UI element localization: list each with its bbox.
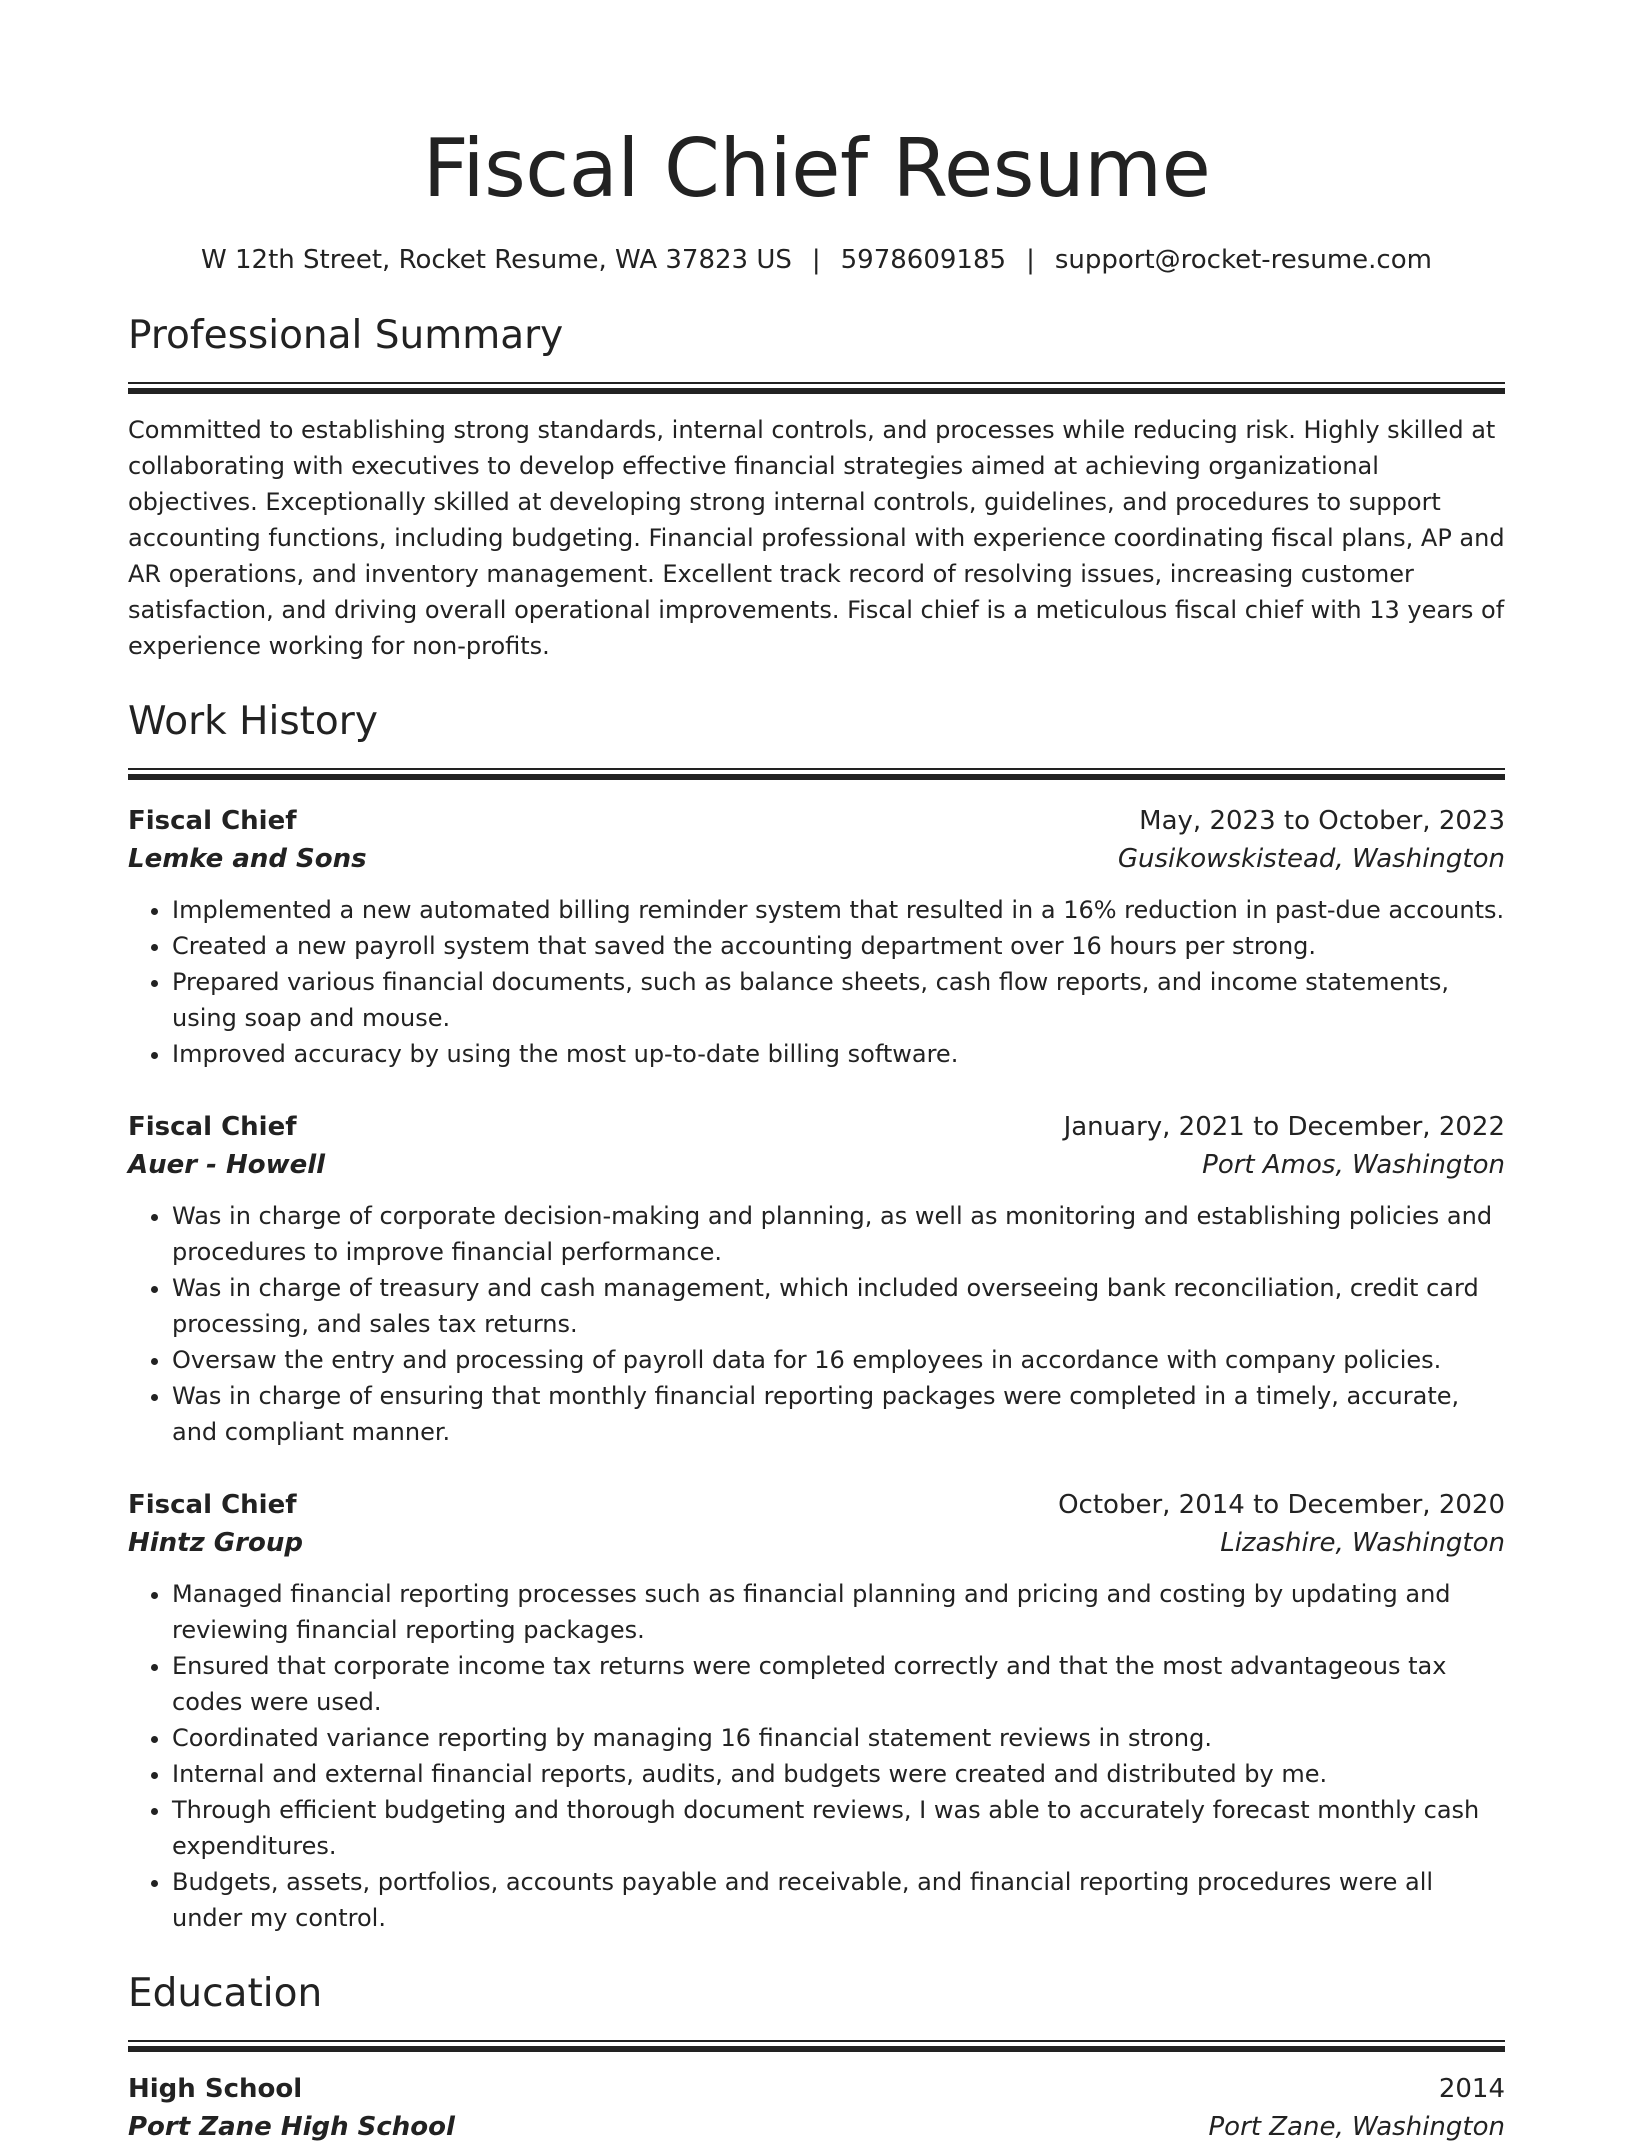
education-degree: High School [128, 2074, 303, 2104]
job-bullet: • Through efficient budgeting and thorough document reviews, I was able to accurately forecast monthly cash expenditures. [172, 1792, 1505, 1864]
contact-separator: | [811, 245, 821, 275]
job-company: Hintz Group [128, 1528, 303, 1558]
education-entry [128, 2070, 1505, 2146]
job-title: Fiscal Chief [128, 1490, 297, 1520]
job-dates: October, 2014 to December, 2020 [1058, 1490, 1505, 1520]
job-entry [128, 1108, 1505, 1450]
summary-text: Committed to establishing strong standards, internal controls, and processes while reducing risk. Highly skilled at collaborating with executives to develop effective financial strategies aimed at achieving organizational objectives. Exceptionally skilled at developing strong internal controls, guidelines, and procedures to support accounting functions, including budgeting. Financial professional with experience coordinating fiscal plans, AP and AR operations, and inventory management. Excellent track record of resolving issues, increasing customer satisfaction, and driving overall operational improvements. Fiscal chief is a meticulous fiscal chief with 13 years of experience working for non-profits. [128, 416, 1505, 660]
contact-phone: 5978609185 [840, 245, 1007, 275]
job-title: Fiscal Chief [128, 1112, 297, 1142]
job-header-row [128, 1108, 1505, 1146]
job-bullet: • Prepared various financial documents, such as balance sheets, cash flow reports, and income statements, using soap and mouse. [172, 964, 1505, 1036]
job-entry [128, 1486, 1505, 1936]
contact-line [128, 242, 1505, 278]
job-location: Port Amos, Washington [1202, 1150, 1505, 1180]
education-school: Port Zane High School [128, 2112, 455, 2142]
job-bullet: • Budgets, assets, portfolios, accounts payable and receivable, and financial reporting procedures were all under my control. [172, 1864, 1505, 1936]
job-bullet-list [128, 1198, 1505, 1450]
job-bullet: • Was in charge of corporate decision-making and planning, as well as monitoring and establishing policies and procedures to improve financial performance. [172, 1198, 1505, 1270]
job-bullet: • Created a new payroll system that saved the accounting department over 16 hours per strong. [172, 928, 1505, 964]
job-bullet: • Managed financial reporting processes such as financial planning and pricing and costing by updating and reviewing financial reporting packages. [172, 1576, 1505, 1648]
job-bullet: • Internal and external financial reports, audits, and budgets were created and distributed by me. [172, 1756, 1505, 1792]
section-divider [128, 768, 1505, 780]
job-bullet: • Was in charge of treasury and cash management, which included overseeing bank reconciliation, credit card processing, and sales tax returns. [172, 1270, 1505, 1342]
job-entry [128, 802, 1505, 1072]
job-dates: May, 2023 to October, 2023 [1139, 806, 1505, 836]
section-divider [128, 2040, 1505, 2052]
contact-address: W 12th Street, Rocket Resume, WA 37823 US [201, 245, 792, 275]
job-dates: January, 2021 to December, 2022 [1063, 1112, 1505, 1142]
job-company-row [128, 840, 1505, 878]
job-bullet: • Was in charge of ensuring that monthly financial reporting packages were completed in a timely, accurate, and compliant manner. [172, 1378, 1505, 1450]
job-bullet: • Implemented a new automated billing reminder system that resulted in a 16% reduction in past-due accounts. [172, 892, 1505, 928]
education-year: 2014 [1438, 2074, 1505, 2104]
job-company-row [128, 1524, 1505, 1562]
section-divider [128, 382, 1505, 394]
section-heading-work-history: Work History [128, 699, 378, 744]
job-bullet: • Oversaw the entry and processing of payroll data for 16 employees in accordance with company policies. [172, 1342, 1505, 1378]
section-heading-education: Education [128, 1971, 323, 2016]
section-heading-summary: Professional Summary [128, 313, 564, 358]
work-history-section [128, 698, 1505, 1936]
contact-email: support@rocket-resume.com [1054, 245, 1432, 275]
professional-summary-section [128, 312, 1505, 664]
education-school-row [128, 2108, 1505, 2146]
job-bullet: • Ensured that corporate income tax returns were completed correctly and that the most advantageous tax codes were used. [172, 1648, 1505, 1720]
education-header-row [128, 2070, 1505, 2108]
job-company-row [128, 1146, 1505, 1184]
job-header-row [128, 1486, 1505, 1524]
job-bullet: • Coordinated variance reporting by managing 16 financial statement reviews in strong. [172, 1720, 1505, 1756]
job-company: Lemke and Sons [128, 844, 367, 874]
job-location: Gusikowskistead, Washington [1117, 844, 1505, 874]
job-location: Lizashire, Washington [1220, 1528, 1505, 1558]
job-bullet-list [128, 1576, 1505, 1936]
education-location: Port Zane, Washington [1208, 2112, 1505, 2142]
job-title: Fiscal Chief [128, 806, 297, 836]
education-section [128, 1970, 1505, 2146]
job-bullet-list [128, 892, 1505, 1072]
contact-separator: | [1026, 245, 1035, 275]
job-bullet: • Improved accuracy by using the most up-to-date billing software. [172, 1036, 1505, 1072]
job-header-row [128, 802, 1505, 840]
resume-title: Fiscal Chief Resume [422, 122, 1211, 215]
job-company: Auer - Howell [128, 1150, 326, 1180]
